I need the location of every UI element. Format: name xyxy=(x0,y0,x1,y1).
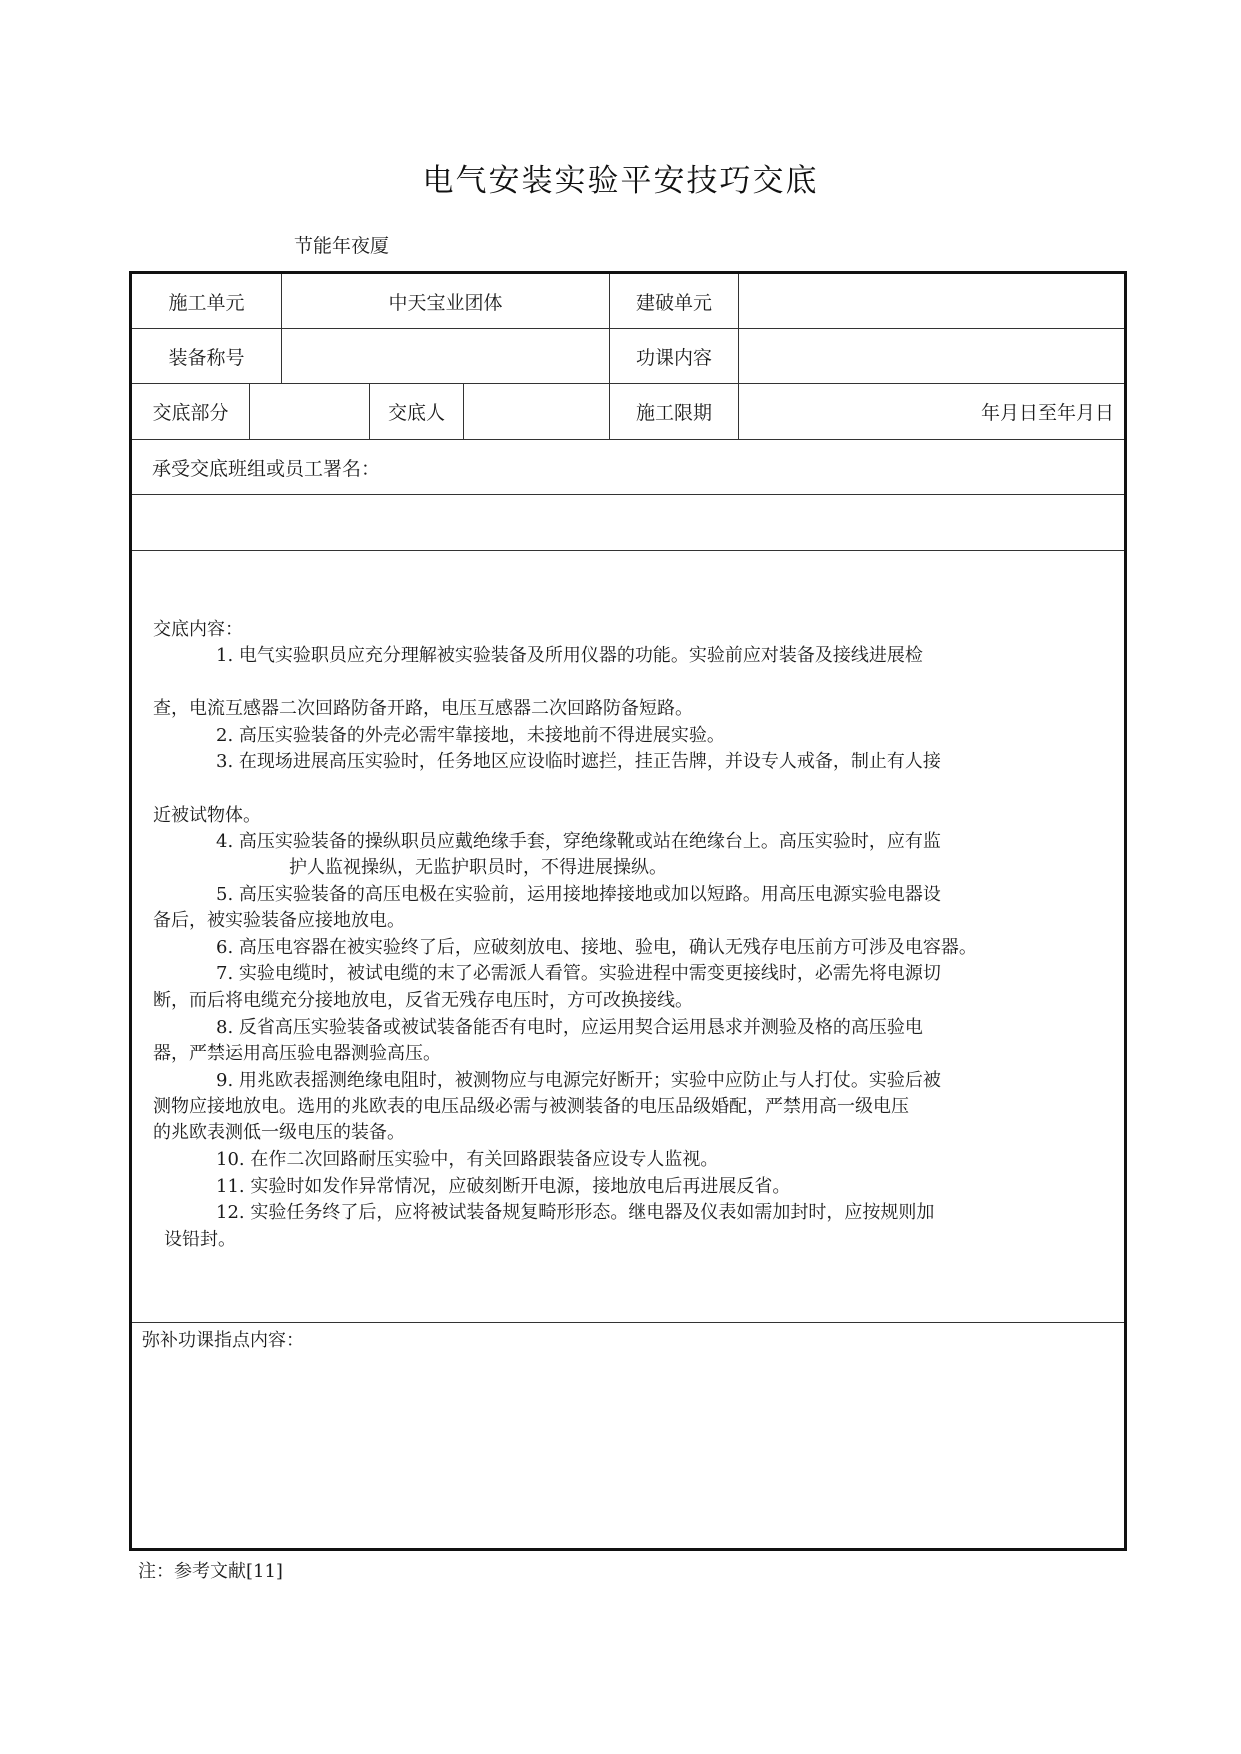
disclosure-department-label: 交底部分 xyxy=(152,402,229,424)
footer-note: 注：参考文献[11] xyxy=(138,1561,283,1582)
content-line: 8. 反省高压实验装备或被试装备能否有电时，应运用契合运用恳求并测验及格的高压验电 xyxy=(216,1017,923,1038)
equipment-name-value xyxy=(282,329,609,383)
content-line: 11. 实验时如发作异常情况，应破刻断开电源，接地放电后再进展反省。 xyxy=(216,1176,791,1197)
signature-label: 承受交底班组或员工署名： xyxy=(152,457,381,480)
content-line: 断，而后将电缆充分接地放电，反省无残存电压时，方可改换接线。 xyxy=(153,990,693,1011)
content-line: 3. 在现场进展高压实验时，任务地区应设临时遮拦，挂正告牌，并设专人戒备，制止有人接 xyxy=(216,751,941,772)
row-divider xyxy=(132,550,1124,551)
content-line: 9. 用兆欧表摇测绝缘电阻时，被测物应与电源完好断开；实验中应防止与人打仗。实验后被 xyxy=(216,1070,941,1091)
content-line: 测物应接地放电。选用的兆欧表的电压品级必需与被测装备的电压品级婚配，严禁用高一级电压 xyxy=(153,1096,909,1117)
content-line: 12. 实验任务终了后，应将被试装备规复畸形形态。继电器及仪表如需加封时，应按规则加 xyxy=(216,1202,935,1223)
document-title: 电气安装实验平安技巧交底 xyxy=(422,163,819,199)
content-line: 查，电流互感器二次回路防备开路，电压互感器二次回路防备短路。 xyxy=(153,698,693,719)
content-line: 护人监视操纵，无监护职员时，不得进展操纵。 xyxy=(289,857,667,878)
content-line: 设铅封。 xyxy=(164,1229,236,1250)
supplement-label: 弥补功课指点内容： xyxy=(142,1330,304,1351)
content-line: 1. 电气实验职员应充分理解被实验装备及所用仪器的功能。实验前应对装备及接线进展检 xyxy=(216,645,923,666)
disclosure-form xyxy=(129,271,1127,1551)
content-line: 7. 实验电缆时，被试电缆的末了必需派人看管。实验进程中需变更接线时，必需先将电源切 xyxy=(216,963,941,984)
content-line: 2. 高压实验装备的外壳必需牢靠接地，未接地前不得进展实验。 xyxy=(216,725,725,746)
content-line: 10. 在作二次回路耐压实验中，有关回路跟装备应设专人监视。 xyxy=(216,1149,719,1170)
row-divider xyxy=(132,1322,1124,1323)
equipment-name-label: 装备称号 xyxy=(168,346,245,369)
content-label: 交底内容： xyxy=(153,619,243,640)
content-line: 器，严禁运用高压验电器测验高压。 xyxy=(153,1043,441,1064)
construction-unit-label: 施工单元 xyxy=(168,291,245,314)
signature-area xyxy=(132,495,1124,550)
work-content-label: 功课内容 xyxy=(635,346,712,369)
disclosure-department-value xyxy=(250,384,369,439)
discloser-label: 交底人 xyxy=(387,402,445,424)
content-line: 6. 高压电容器在被实验终了后，应破刻放电、接地、验电，确认无残存电压前方可涉及电容器。 xyxy=(216,937,977,958)
content-line: 备后，被实验装备应接地放电。 xyxy=(153,910,405,931)
construction-unit-value: 中天宝业团体 xyxy=(388,291,503,314)
content-line: 近被试物体。 xyxy=(153,805,261,826)
building-unit-value xyxy=(739,274,1124,328)
content-line: 5. 高压实验装备的高压电极在实验前，运用接地捧接地或加以短路。用高压电源实验电器设 xyxy=(216,884,941,905)
discloser-value xyxy=(464,384,609,439)
construction-period-label: 施工限期 xyxy=(635,402,712,424)
project-name: 节能年夜厦 xyxy=(294,235,390,257)
building-unit-label: 建破单元 xyxy=(635,291,712,314)
construction-period-value: 年月日至年月日 xyxy=(980,402,1114,424)
content-line: 4. 高压实验装备的操纵职员应戴绝缘手套，穿绝缘靴或站在绝缘台上。高压实验时，应有监 xyxy=(216,831,941,852)
content-line: 的兆欧表测低一级电压的装备。 xyxy=(153,1122,405,1143)
work-content-value xyxy=(739,329,1124,383)
